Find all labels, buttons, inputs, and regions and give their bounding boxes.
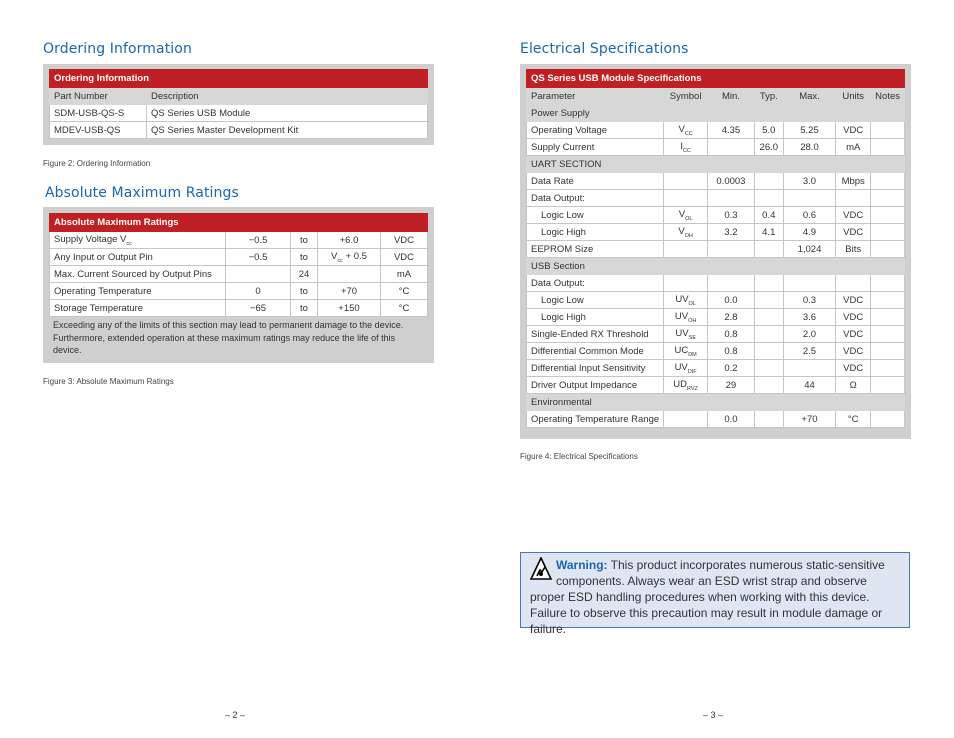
figure-caption: Figure 3: Absolute Maximum Ratings: [43, 377, 174, 386]
symbol-cell: [664, 360, 708, 377]
max-cell: 0.3: [783, 292, 835, 309]
min-cell: −65: [226, 300, 291, 317]
section-row: [527, 105, 905, 122]
unit-cell: VDC: [836, 122, 871, 139]
absmax-note: Exceeding any of the limits of this section may lead to permanent damage to the device. Furthermore, extended operation at these maximum ratings may reduce the life of this device.: [53, 320, 404, 355]
symbol-cell: [664, 377, 708, 394]
typ-cell: 26.0: [754, 139, 783, 156]
typ-cell: [754, 309, 783, 326]
symbol-subscript: CC: [684, 130, 693, 137]
notes-cell: [871, 360, 905, 377]
max-cell: 3.0: [783, 173, 835, 190]
ordering-info-table: [49, 69, 428, 139]
min-cell: 4.35: [708, 122, 755, 139]
symbol-cell: [664, 343, 708, 360]
page-number: – 2 –: [225, 710, 246, 720]
min-cell: [226, 266, 291, 283]
notes-cell: [871, 326, 905, 343]
min-cell: 0.8: [708, 343, 755, 360]
table-row: [527, 411, 905, 428]
symbol-cell: [664, 190, 708, 207]
symbol-cell: [664, 241, 708, 258]
typ-cell: [754, 292, 783, 309]
param-cell: [50, 300, 226, 317]
symbol-subscript: OL: [688, 300, 696, 307]
symbol-subscript: RVZ: [687, 385, 698, 392]
max-cell: 44: [783, 377, 835, 394]
symbol-text: UV: [675, 293, 689, 305]
to-cell: to: [291, 300, 318, 317]
unit-cell: VDC: [381, 249, 428, 266]
symbol-subscript: SE: [688, 334, 696, 341]
typ-cell: [754, 326, 783, 343]
part-number-cell: SDM-USB-QS-S: [50, 105, 147, 122]
notes-cell: [871, 377, 905, 394]
max-cell: [783, 360, 835, 377]
notes-cell: [871, 139, 905, 156]
min-cell: 3.2: [708, 224, 755, 241]
param-cell: Logic High: [527, 224, 664, 241]
param-cell: Single-Ended RX Threshold: [527, 326, 664, 343]
param-cell: Supply Current: [527, 139, 664, 156]
table-row: [50, 283, 428, 300]
table-row: [527, 122, 905, 139]
symbol-text: V: [678, 225, 685, 237]
max-text: V: [331, 250, 338, 262]
symbol-text: UD: [673, 378, 688, 390]
min-cell: 0: [226, 283, 291, 300]
typ-cell: [754, 343, 783, 360]
symbol-subscript: DM: [688, 351, 697, 358]
symbol-subscript: DIF: [687, 368, 697, 375]
typ-cell: 4.1: [754, 224, 783, 241]
param-text: Operating Temperature: [54, 285, 152, 297]
symbol-text: V: [678, 208, 686, 220]
warning-text: This product incorporates numerous static-sensitive components. Always wear an ESD wrist strap and observe proper ESD handling procedures when working with this device. Failure to observe this precaution may result in module damage or failure.: [530, 558, 885, 636]
param-cell: Logic Low: [527, 207, 664, 224]
unit-cell: VDC: [836, 343, 871, 360]
param-cell: Logic Low: [527, 292, 664, 309]
max-cell: [318, 283, 381, 300]
notes-cell: [871, 292, 905, 309]
section-row: [527, 394, 905, 411]
min-cell: 0.3: [708, 207, 755, 224]
max-cell: 4.9: [783, 224, 835, 241]
symbol-cell: [664, 173, 708, 190]
param-text: Supply Voltage V: [54, 233, 127, 245]
typ-cell: 5.0: [754, 122, 783, 139]
symbol-cell: [664, 411, 708, 428]
param-cell: [50, 232, 226, 249]
notes-cell: [871, 309, 905, 326]
min-cell: 0.0: [708, 411, 755, 428]
param-cell: [50, 249, 226, 266]
to-cell: to: [291, 232, 318, 249]
min-cell: −0.5: [226, 249, 291, 266]
unit-cell: °C: [381, 300, 428, 317]
max-cell: [318, 249, 381, 266]
table-row: [527, 139, 905, 156]
typ-cell: [754, 360, 783, 377]
param-cell: Driver Output Impedance: [527, 377, 664, 394]
unit-cell: [836, 190, 871, 207]
param-cell: EEPROM Size: [527, 241, 664, 258]
max-cell: 2.5: [783, 343, 835, 360]
description-cell: QS Series USB Module: [147, 105, 428, 122]
symbol-text: UC: [674, 344, 689, 356]
unit-cell: [836, 275, 871, 292]
max-cell: 5.25: [783, 122, 835, 139]
max-cell: [318, 300, 381, 317]
absmax-title: Absolute Maximum Ratings: [45, 185, 239, 201]
notes-cell: [871, 411, 905, 428]
col-header-description: Description: [147, 88, 428, 105]
table-row: [527, 173, 905, 190]
max-cell: [783, 275, 835, 292]
table-row: [50, 266, 428, 283]
symbol-text: UV: [674, 310, 689, 322]
notes-cell: [871, 122, 905, 139]
param-text: Max. Current Sourced by Output Pins: [54, 268, 212, 280]
esd-warning-box: [520, 552, 910, 636]
table-row: [527, 292, 905, 309]
max-cell: 3.6: [783, 309, 835, 326]
table-row: [527, 241, 905, 258]
electrical-table: [526, 69, 905, 428]
max-cell: 1,024: [783, 241, 835, 258]
unit-cell: °C: [381, 283, 428, 300]
table-row: [527, 360, 905, 377]
param-cell: Operating Voltage: [527, 122, 664, 139]
notes-cell: [871, 343, 905, 360]
section-label: USB Section: [527, 258, 905, 275]
min-cell: 0.8: [708, 326, 755, 343]
symbol-cell: [664, 292, 708, 309]
notes-cell: [871, 173, 905, 190]
col-header-symbol: Symbol: [664, 88, 708, 105]
param-cell: [50, 283, 226, 300]
symbol-cell: [664, 139, 708, 156]
symbol-subscript: OH: [684, 232, 693, 239]
to-cell: to: [291, 283, 318, 300]
typ-cell: [754, 173, 783, 190]
electrical-specs-title: Electrical Specifications: [520, 41, 689, 57]
symbol-text: UV: [675, 327, 689, 339]
col-header-min: Min.: [708, 88, 755, 105]
description-cell: QS Series Master Development Kit: [147, 122, 428, 139]
table-row: [527, 207, 905, 224]
param-cell: Data Rate: [527, 173, 664, 190]
param-cell: Data Output:: [527, 190, 664, 207]
typ-cell: [754, 411, 783, 428]
unit-cell: VDC: [381, 232, 428, 249]
to-cell: 24: [291, 266, 318, 283]
symbol-text: I: [680, 140, 683, 152]
min-cell: [708, 139, 755, 156]
symbol-text: UV: [674, 361, 688, 373]
notes-cell: [871, 207, 905, 224]
table-row: [50, 122, 428, 139]
table-row: [527, 190, 905, 207]
to-cell: to: [291, 249, 318, 266]
col-header-notes: Notes: [871, 88, 905, 105]
notes-cell: [871, 190, 905, 207]
col-header-parameter: Parameter: [527, 88, 664, 105]
notes-cell: [871, 224, 905, 241]
min-cell: 2.8: [708, 309, 755, 326]
max-cell: +70: [783, 411, 835, 428]
min-cell: −0.5: [226, 232, 291, 249]
table-row: [527, 309, 905, 326]
param-text: Any Input or Output Pin: [54, 251, 153, 263]
unit-cell: mA: [381, 266, 428, 283]
max-cell: [318, 266, 381, 283]
min-cell: 0.2: [708, 360, 755, 377]
table-row: [50, 249, 428, 266]
table-row: [50, 300, 428, 317]
unit-cell: VDC: [836, 292, 871, 309]
max-subscript: cc: [337, 257, 343, 264]
typ-cell: [754, 377, 783, 394]
absmax-table-title: Absolute Maximum Ratings: [50, 214, 428, 232]
max-suffix: + 0.5: [342, 250, 367, 262]
param-cell: Logic High: [527, 309, 664, 326]
col-header-part-number: Part Number: [50, 88, 147, 105]
min-cell: [708, 190, 755, 207]
unit-cell: VDC: [836, 360, 871, 377]
symbol-cell: [664, 207, 708, 224]
unit-cell: °C: [836, 411, 871, 428]
max-cell: 0.6: [783, 207, 835, 224]
esd-warning-icon: [530, 557, 552, 581]
table-row: [527, 343, 905, 360]
section-label: Environmental: [527, 394, 905, 411]
col-header-max: Max.: [783, 88, 835, 105]
max-cell: [318, 232, 381, 249]
unit-cell: mA: [836, 139, 871, 156]
symbol-subscript: CC: [682, 147, 691, 154]
unit-cell: VDC: [836, 207, 871, 224]
warning-label: Warning:: [556, 558, 608, 572]
symbol-cell: [664, 224, 708, 241]
table-row: [527, 224, 905, 241]
unit-cell: VDC: [836, 309, 871, 326]
typ-cell: 0.4: [754, 207, 783, 224]
unit-cell: Bits: [836, 241, 871, 258]
min-cell: 29: [708, 377, 755, 394]
notes-cell: [871, 275, 905, 292]
section-label: UART SECTION: [527, 156, 905, 173]
param-subscript: cc: [126, 240, 132, 247]
max-cell: 28.0: [783, 139, 835, 156]
figure-caption: Figure 2: Ordering Information: [43, 159, 151, 168]
param-cell: Operating Temperature Range: [527, 411, 664, 428]
section-row: [527, 258, 905, 275]
table-row: [527, 275, 905, 292]
typ-cell: [754, 241, 783, 258]
table-row: [50, 105, 428, 122]
max-text: +150: [338, 302, 360, 314]
min-cell: [708, 275, 755, 292]
unit-cell: VDC: [836, 326, 871, 343]
symbol-cell: [664, 326, 708, 343]
part-number-cell: MDEV-USB-QS: [50, 122, 147, 139]
param-cell: Differential Input Sensitivity: [527, 360, 664, 377]
page-number: – 3 –: [703, 710, 724, 720]
electrical-table-title: QS Series USB Module Specifications: [527, 70, 905, 88]
param-cell: Differential Common Mode: [527, 343, 664, 360]
table-row: [527, 377, 905, 394]
unit-cell: VDC: [836, 224, 871, 241]
figure-caption: Figure 4: Electrical Specifications: [520, 452, 638, 461]
max-cell: [783, 190, 835, 207]
param-text: Storage Temperature: [54, 302, 144, 314]
typ-cell: [754, 190, 783, 207]
param-cell: Data Output:: [527, 275, 664, 292]
table-row: [527, 326, 905, 343]
symbol-cell: [664, 275, 708, 292]
min-cell: [708, 241, 755, 258]
col-header-typ: Typ.: [754, 88, 783, 105]
section-row: [527, 156, 905, 173]
symbol-cell: [664, 122, 708, 139]
param-cell: [50, 266, 226, 283]
symbol-text: V: [678, 123, 685, 135]
symbol-subscript: OL: [685, 215, 693, 222]
ordering-table-title: Ordering Information: [50, 70, 428, 88]
col-header-units: Units: [836, 88, 871, 105]
typ-cell: [754, 275, 783, 292]
unit-cell: Mbps: [836, 173, 871, 190]
symbol-cell: [664, 309, 708, 326]
min-cell: 0.0003: [708, 173, 755, 190]
max-text: +6.0: [339, 234, 359, 246]
section-label: Power Supply: [527, 105, 905, 122]
max-cell: 2.0: [783, 326, 835, 343]
notes-cell: [871, 241, 905, 258]
symbol-subscript: OH: [688, 317, 697, 324]
ordering-info-title: Ordering Information: [43, 41, 192, 57]
max-text: +70: [340, 285, 358, 297]
unit-cell: Ω: [836, 377, 871, 394]
min-cell: 0.0: [708, 292, 755, 309]
table-row: [50, 232, 428, 249]
